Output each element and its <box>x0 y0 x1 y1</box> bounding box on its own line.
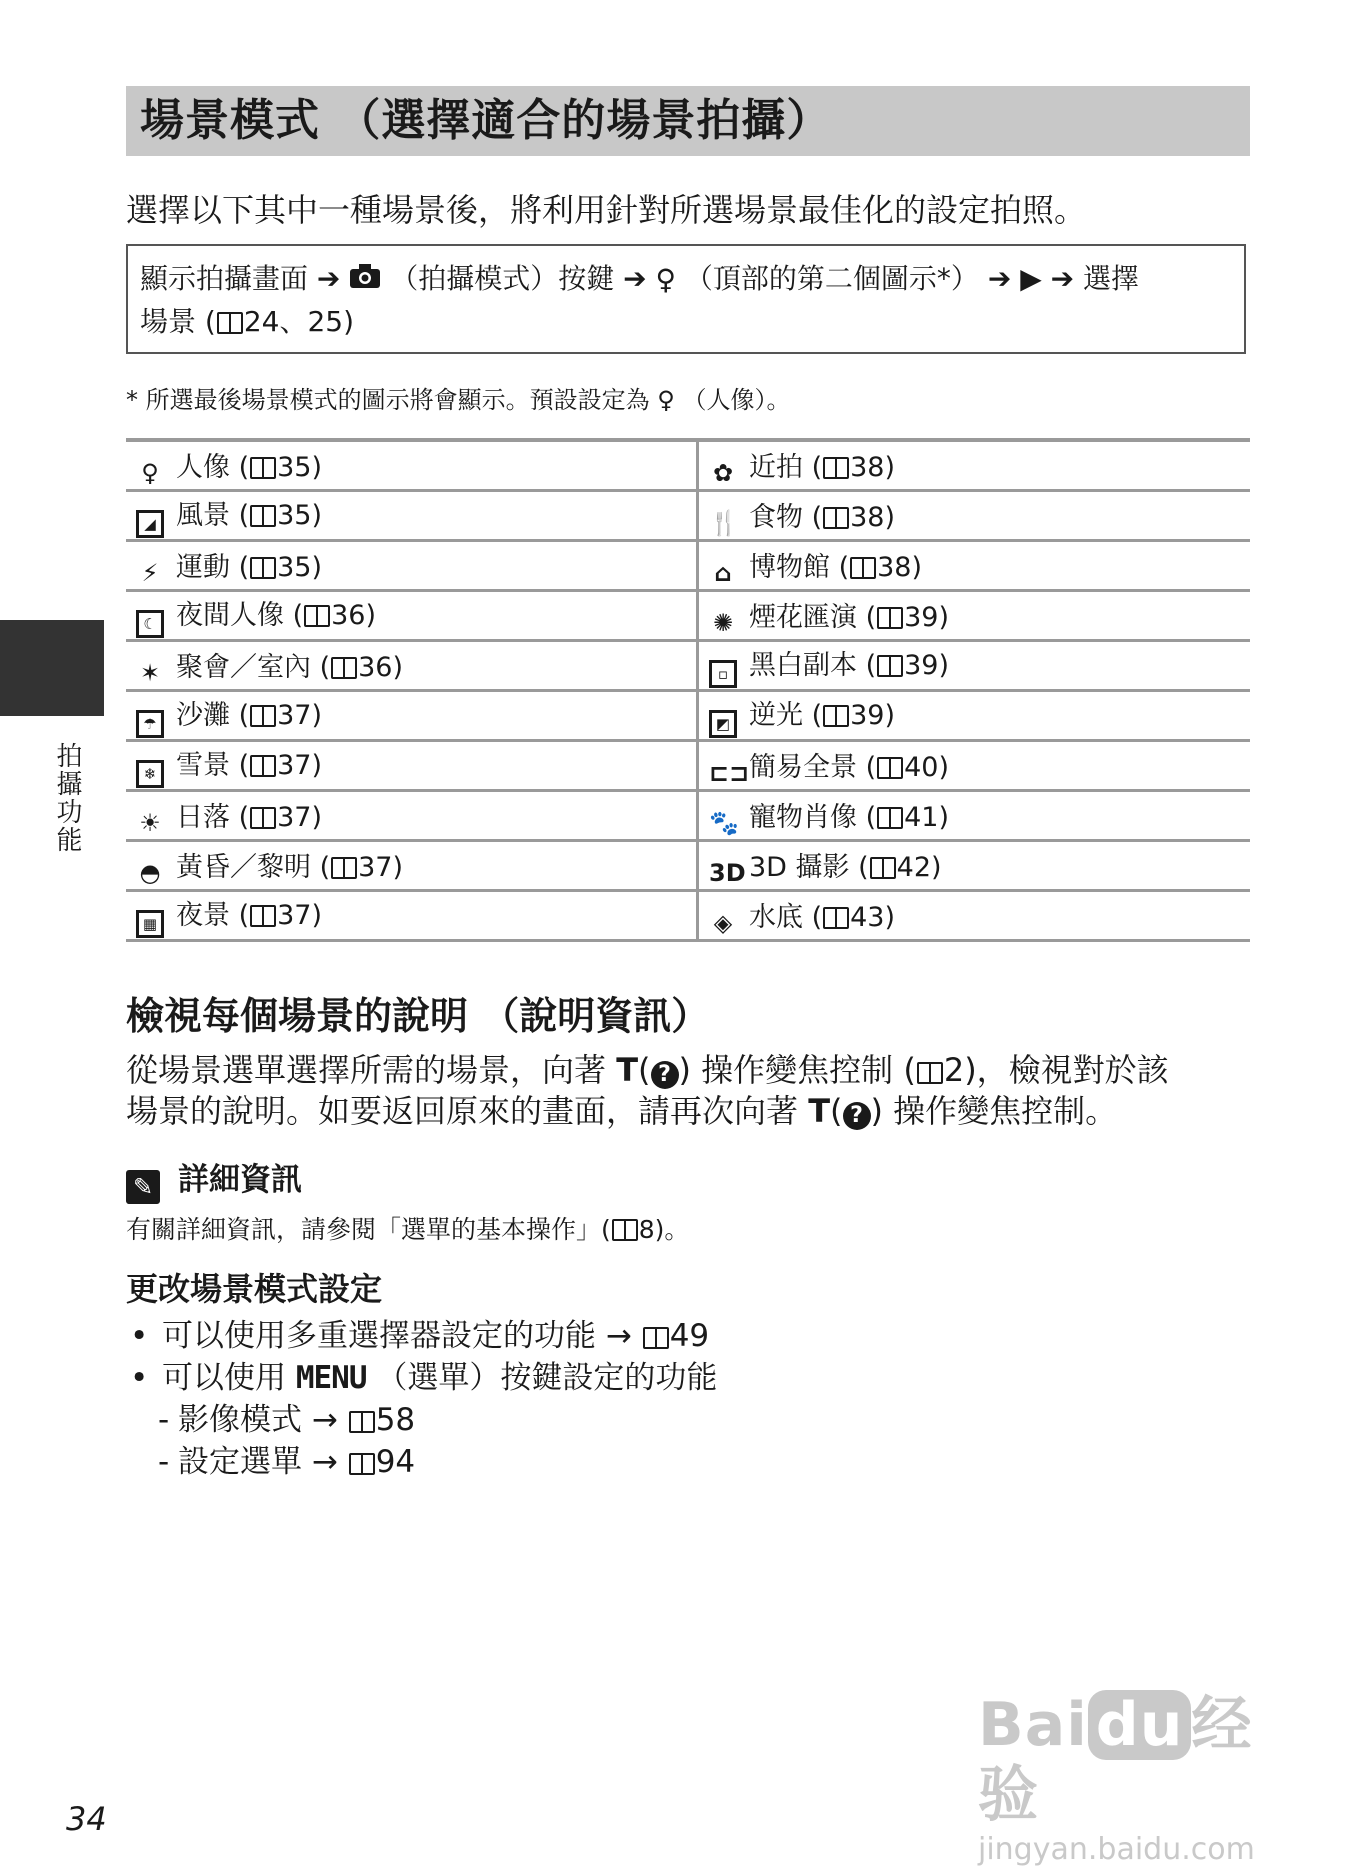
fireworks-icon: ✺ <box>712 608 734 637</box>
book-reference-icon <box>250 505 276 527</box>
scene-label: 寵物肖像 ( <box>749 801 877 833</box>
table-row <box>126 491 1250 541</box>
play-triangle-icon: ▶ <box>1020 262 1042 295</box>
sports-icon: ⚡ <box>141 558 159 587</box>
scene-page: 39) <box>850 700 896 731</box>
scene-cell <box>126 841 698 891</box>
arrow-icon: ➔ <box>623 262 647 295</box>
list-item: • 可以使用 MENU （選單）按鍵設定的功能 <box>126 1357 717 1399</box>
scene-page: 41) <box>904 801 950 833</box>
scene-page: 38) <box>850 451 896 483</box>
scene-page: 39) <box>904 650 950 681</box>
sub-list-item: - 設定選單 → 94 <box>126 1441 717 1483</box>
food-icon: 🍴 <box>709 508 739 537</box>
chapter-tab <box>0 620 104 716</box>
book-reference-icon <box>877 655 903 677</box>
scene-cell <box>698 440 1251 491</box>
scene-page: 35) <box>277 500 323 531</box>
scene-label: 夜間人像 ( <box>176 600 304 631</box>
scene-page: 37) <box>277 900 323 931</box>
scene-cell <box>698 741 1251 791</box>
help-paragraph: 從場景選單選擇所需的場景，向著 T( ? ) 操作變焦控制 ( 2)，檢視對於該 場景的說明。如要返回原來的畫面，請再次向著 T( ? ) 操作變焦控制。 <box>126 1051 1169 1130</box>
scene-label: 聚會／室內 ( <box>176 651 331 683</box>
snow-icon: ❄ <box>136 760 164 788</box>
book-reference-icon <box>331 857 357 879</box>
nav-pages: 24、25) <box>243 305 355 338</box>
scene-page: 37) <box>277 750 323 781</box>
table-row <box>126 691 1250 741</box>
help-question-icon: ? <box>651 1061 679 1089</box>
book-reference-icon <box>250 807 276 829</box>
camera-icon <box>349 259 381 301</box>
scene-page: 42) <box>896 851 942 883</box>
closeup-icon: ✿ <box>712 458 734 487</box>
scene-cell <box>126 641 698 691</box>
table-row <box>126 741 1250 791</box>
landscape-icon: ◢ <box>136 510 164 538</box>
scene-label: 雪景 ( <box>176 750 250 781</box>
table-row <box>126 591 1250 641</box>
book-reference-icon <box>250 705 276 727</box>
note-heading: ✎ 詳細資訊 <box>126 1160 302 1204</box>
scene-label: 逆光 ( <box>749 700 823 731</box>
table-row <box>126 641 1250 691</box>
scene-table <box>126 438 1250 942</box>
night-portrait-icon: ☾ <box>136 610 164 638</box>
scene-label: 日落 ( <box>176 801 250 833</box>
scene-cell <box>698 691 1251 741</box>
nav-step-2: （拍攝模式）按鍵 <box>390 262 615 295</box>
night-landscape-icon: ▦ <box>136 910 164 938</box>
book-reference-icon <box>217 312 243 334</box>
scene-page: 43) <box>850 901 896 933</box>
book-reference-icon <box>877 607 903 629</box>
beach-icon: ☂ <box>136 710 164 738</box>
section-heading-help: 檢視每個場景的說明 （說明資訊） <box>126 994 710 1038</box>
settings-list <box>126 1315 717 1483</box>
scene-label: 食物 ( <box>749 501 823 533</box>
scene-page: 39) <box>904 601 950 633</box>
scene-label: 3D 攝影 ( <box>749 851 869 883</box>
zoom-t-label: T <box>616 1051 639 1089</box>
book-reference-icon <box>304 605 330 627</box>
scene-label: 人像 ( <box>176 451 250 483</box>
book-reference-icon <box>823 705 849 727</box>
book-reference-icon <box>643 1327 669 1349</box>
table-row <box>126 891 1250 941</box>
scene-page: 35) <box>277 451 323 483</box>
portrait-icon: ♀ <box>655 263 677 296</box>
scene-label: 運動 ( <box>176 551 250 583</box>
museum-icon: ⌂ <box>714 558 732 587</box>
footnote: * 所選最後場景模式的圖示將會顯示。預設設定為 ♀ （人像）。 <box>126 386 791 414</box>
scene-cell <box>126 440 698 491</box>
nav-step-3: （頂部的第二個圖示*） <box>684 262 979 295</box>
underwater-icon: ◈ <box>713 908 733 937</box>
scene-page: 38) <box>877 551 923 583</box>
scene-cell <box>126 791 698 841</box>
nav-step-4: 選擇 <box>1083 262 1140 295</box>
scene-label: 煙花匯演 ( <box>749 601 877 633</box>
note-text: 有關詳細資訊，請參閱「選單的基本操作」( 8)。 <box>126 1215 690 1244</box>
scene-cell <box>698 541 1251 591</box>
sunset-icon: ☀ <box>139 808 161 837</box>
help-question-icon: ? <box>843 1102 871 1130</box>
party-icon: ✶ <box>139 658 161 687</box>
title-bar <box>126 86 1250 156</box>
table-row <box>126 791 1250 841</box>
scene-cell <box>126 491 698 541</box>
book-reference-icon <box>250 755 276 777</box>
portrait-icon: ♀ <box>657 386 675 414</box>
book-reference-icon <box>612 1219 638 1241</box>
scene-page: 35) <box>277 551 323 583</box>
table-row <box>126 841 1250 891</box>
scene-cell <box>698 891 1251 941</box>
book-reference-icon <box>877 757 903 779</box>
nav-step-1: 顯示拍攝畫面 <box>140 262 309 295</box>
book-reference-icon <box>823 507 849 529</box>
book-reference-icon <box>250 557 276 579</box>
dusk-dawn-icon: ◓ <box>139 858 161 887</box>
scene-cell <box>126 891 698 941</box>
zoom-t-label: T <box>808 1092 831 1130</box>
scene-cell <box>698 791 1251 841</box>
book-reference-icon <box>331 657 357 679</box>
scene-label: 黃昏／黎明 ( <box>176 851 331 883</box>
book-reference-icon <box>823 457 849 479</box>
scene-cell <box>698 641 1251 691</box>
chapter-label: 拍攝功能 <box>52 742 82 854</box>
scene-page: 37) <box>358 851 404 883</box>
page-number: 34 <box>66 1800 107 1838</box>
scene-cell <box>698 491 1251 541</box>
scene-cell <box>698 841 1251 891</box>
scene-cell <box>126 541 698 591</box>
navigation-path-box <box>126 244 1246 354</box>
scene-page: 36) <box>358 651 404 683</box>
scene-label: 黑白副本 ( <box>749 650 877 681</box>
arrow-icon: ➔ <box>987 262 1012 295</box>
scene-label: 風景 ( <box>176 500 250 531</box>
bw-copy-icon: ▫ <box>709 660 737 688</box>
backlight-icon: ◩ <box>709 710 737 738</box>
list-item: • 可以使用多重選擇器設定的功能 → 49 <box>126 1315 717 1357</box>
sub-list-item: - 影像模式 → 58 <box>126 1399 717 1441</box>
page-title: 場景模式 （選擇適合的場景拍攝） <box>140 95 832 146</box>
scene-label: 近拍 ( <box>749 451 823 483</box>
scene-cell <box>126 741 698 791</box>
scene-label: 博物館 ( <box>749 551 850 583</box>
book-reference-icon <box>349 1453 375 1475</box>
scene-page: 38) <box>850 501 896 533</box>
scene-label: 夜景 ( <box>176 900 250 931</box>
scene-page: 40) <box>904 751 950 783</box>
arrow-icon: ➔ <box>316 262 341 295</box>
book-reference-icon <box>870 857 896 879</box>
scene-cell <box>126 591 698 641</box>
section-heading-settings: 更改場景模式設定 <box>126 1270 383 1308</box>
book-reference-icon <box>823 907 849 929</box>
book-reference-icon <box>917 1062 943 1084</box>
pet-icon: 🐾 <box>709 808 739 837</box>
scene-page: 36) <box>331 600 377 631</box>
table-row <box>126 440 1250 491</box>
book-reference-icon <box>250 905 276 927</box>
scene-page: 37) <box>277 700 323 731</box>
book-reference-icon <box>877 807 903 829</box>
note-pencil-icon: ✎ <box>126 1170 160 1204</box>
intro-text: 選擇以下其中一種場景後，將利用針對所選場景最佳化的設定拍照。 <box>126 191 1087 229</box>
3d-icon: 3D <box>709 858 746 887</box>
scene-label: 水底 ( <box>749 901 823 933</box>
portrait-icon: ♀ <box>141 458 159 487</box>
scene-label: 簡易全景 ( <box>749 751 877 783</box>
nav-step-5: 場景 ( <box>140 305 216 338</box>
scene-label: 沙灘 ( <box>176 700 250 731</box>
scene-cell <box>698 591 1251 641</box>
scene-cell <box>126 691 698 741</box>
arrow-icon: ➔ <box>1050 262 1075 295</box>
table-row <box>126 541 1250 591</box>
panorama-icon: ⊏⊐ <box>709 758 750 787</box>
book-reference-icon <box>850 557 876 579</box>
menu-button-label: MENU <box>295 1360 367 1396</box>
book-reference-icon <box>349 1411 375 1433</box>
book-reference-icon <box>250 457 276 479</box>
scene-page: 37) <box>277 801 323 833</box>
baidu-watermark: Bai du 经验 jingyan.baidu.com <box>978 1690 1255 1867</box>
